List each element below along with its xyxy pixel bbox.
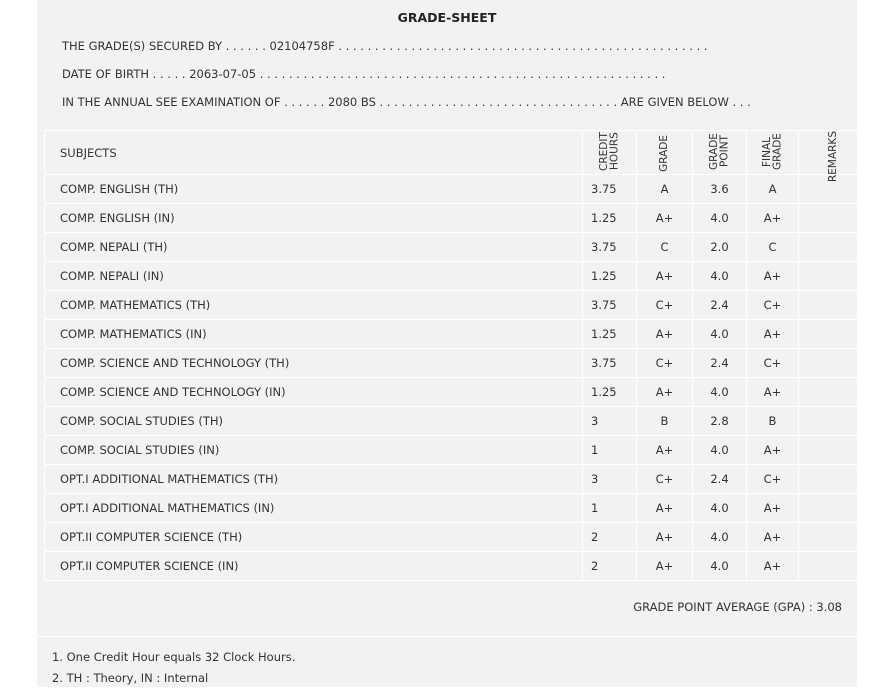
- remarks-cell: [799, 407, 868, 436]
- table-row: [45, 291, 868, 320]
- note-item: 2. TH : Theory, IN : Internal: [52, 671, 209, 685]
- table-row: [45, 175, 868, 204]
- remarks-cell: [799, 378, 868, 407]
- remarks-cell: [799, 233, 868, 262]
- remarks-cell: [799, 204, 868, 233]
- credit-hours-cell: 2: [583, 523, 637, 552]
- credit-hours-cell: 3: [583, 465, 637, 494]
- header-grade: GRADE: [637, 131, 693, 175]
- subject-cell: COMP. NEPALI (TH): [45, 233, 583, 262]
- subject-cell: COMP. NEPALI (IN): [45, 262, 583, 291]
- grade-point-cell: 4.0: [693, 523, 747, 552]
- table-row: [45, 378, 868, 407]
- secured-by-line: THE GRADE(S) SECURED BY . . . . . . 02104758F . . . . . . . . . . . . . . . . . . . . . . . . . . . . . . . . . . . . . . . . . . . . . . . . . . .: [62, 39, 708, 53]
- subject-cell: COMP. SOCIAL STUDIES (TH): [45, 407, 583, 436]
- credit-hours-cell: 3.75: [583, 349, 637, 378]
- subject-cell: OPT.II COMPUTER SCIENCE (IN): [45, 552, 583, 581]
- final-grade-cell: A+: [747, 204, 799, 233]
- subject-cell: COMP. SCIENCE AND TECHNOLOGY (TH): [45, 349, 583, 378]
- final-grade-cell: C: [747, 233, 799, 262]
- final-grade-cell: A+: [747, 262, 799, 291]
- grade-cell: A: [637, 175, 693, 204]
- credit-hours-cell: 1: [583, 494, 637, 523]
- table-row: [45, 320, 868, 349]
- grade-cell: A+: [637, 378, 693, 407]
- credit-hours-cell: 1.25: [583, 204, 637, 233]
- final-grade-cell: A+: [747, 494, 799, 523]
- grade-cell: C: [637, 233, 693, 262]
- subject-cell: OPT.II COMPUTER SCIENCE (TH): [45, 523, 583, 552]
- page-title: GRADE-SHEET: [397, 10, 497, 25]
- final-grade-cell: C+: [747, 291, 799, 320]
- divider: [37, 636, 857, 637]
- grade-point-cell: 4.0: [693, 436, 747, 465]
- final-grade-cell: A+: [747, 523, 799, 552]
- final-grade-cell: A+: [747, 436, 799, 465]
- gpa-summary: GRADE POINT AVERAGE (GPA) : 3.08: [633, 600, 842, 614]
- remarks-cell: [799, 320, 868, 349]
- final-grade-cell: A: [747, 175, 799, 204]
- table-row: [45, 436, 868, 465]
- grade-sheet: [37, 0, 857, 687]
- table-row: [45, 465, 868, 494]
- header-credit-hours: CREDIT HOURS: [583, 131, 637, 175]
- grade-point-cell: 4.0: [693, 552, 747, 581]
- grade-point-cell: 4.0: [693, 204, 747, 233]
- subject-cell: COMP. MATHEMATICS (TH): [45, 291, 583, 320]
- examination-line: IN THE ANNUAL SEE EXAMINATION OF . . . . . . 2080 BS . . . . . . . . . . . . . . . . . . . . . . . . . . . . . . . . . ARE GIVEN BELOW . . .: [62, 95, 751, 109]
- credit-hours-cell: 1.25: [583, 262, 637, 291]
- remarks-cell: [799, 552, 868, 581]
- credit-hours-cell: 3.75: [583, 175, 637, 204]
- grade-point-cell: 2.4: [693, 291, 747, 320]
- credit-hours-cell: 1: [583, 436, 637, 465]
- subject-cell: COMP. MATHEMATICS (IN): [45, 320, 583, 349]
- subject-cell: OPT.I ADDITIONAL MATHEMATICS (TH): [45, 465, 583, 494]
- remarks-cell: [799, 262, 868, 291]
- table-row: [45, 233, 868, 262]
- table-header-row: [45, 131, 868, 175]
- credit-hours-cell: 3: [583, 407, 637, 436]
- credit-hours-cell: 2: [583, 552, 637, 581]
- subject-cell: COMP. ENGLISH (TH): [45, 175, 583, 204]
- credit-hours-cell: 1.25: [583, 320, 637, 349]
- grades-table: [44, 130, 868, 581]
- grade-point-cell: 3.6: [693, 175, 747, 204]
- header-grade-point: GRADE POINT: [693, 131, 747, 175]
- credit-hours-cell: 3.75: [583, 233, 637, 262]
- final-grade-cell: C+: [747, 465, 799, 494]
- date-of-birth-line: DATE OF BIRTH . . . . . 2063-07-05 . . . . . . . . . . . . . . . . . . . . . . . . . . . . . . . . . . . . . . . . . . . . . . . . . . . . . . . .: [62, 67, 666, 81]
- final-grade-cell: B: [747, 407, 799, 436]
- credit-hours-cell: 1.25: [583, 378, 637, 407]
- subject-cell: OPT.I ADDITIONAL MATHEMATICS (IN): [45, 494, 583, 523]
- grade-point-cell: 2.4: [693, 465, 747, 494]
- grade-point-cell: 4.0: [693, 320, 747, 349]
- final-grade-cell: A+: [747, 378, 799, 407]
- table-row: [45, 204, 868, 233]
- final-grade-cell: C+: [747, 349, 799, 378]
- grade-cell: A+: [637, 494, 693, 523]
- grade-cell: C+: [637, 349, 693, 378]
- grade-cell: A+: [637, 552, 693, 581]
- remarks-cell: [799, 436, 868, 465]
- grade-cell: A+: [637, 262, 693, 291]
- grade-cell: B: [637, 407, 693, 436]
- remarks-cell: [799, 465, 868, 494]
- final-grade-cell: A+: [747, 320, 799, 349]
- subject-cell: COMP. SOCIAL STUDIES (IN): [45, 436, 583, 465]
- remarks-cell: [799, 494, 868, 523]
- grade-cell: A+: [637, 320, 693, 349]
- table-row: [45, 523, 868, 552]
- table-row: [45, 262, 868, 291]
- table-row: [45, 494, 868, 523]
- grade-point-cell: 2.4: [693, 349, 747, 378]
- subject-cell: COMP. SCIENCE AND TECHNOLOGY (IN): [45, 378, 583, 407]
- remarks-cell: [799, 523, 868, 552]
- grade-cell: C+: [637, 465, 693, 494]
- grade-cell: A+: [637, 436, 693, 465]
- grade-point-cell: 4.0: [693, 494, 747, 523]
- header-subjects: SUBJECTS: [45, 131, 583, 175]
- subject-cell: COMP. ENGLISH (IN): [45, 204, 583, 233]
- remarks-cell: [799, 349, 868, 378]
- final-grade-cell: A+: [747, 552, 799, 581]
- grade-point-cell: 4.0: [693, 262, 747, 291]
- grade-cell: A+: [637, 523, 693, 552]
- credit-hours-cell: 3.75: [583, 291, 637, 320]
- grade-point-cell: 2.8: [693, 407, 747, 436]
- header-remarks: REMARKS: [799, 131, 868, 175]
- remarks-cell: [799, 291, 868, 320]
- table-row: [45, 407, 868, 436]
- grade-cell: A+: [637, 204, 693, 233]
- grade-point-cell: 2.0: [693, 233, 747, 262]
- grade-point-cell: 4.0: [693, 378, 747, 407]
- grade-cell: C+: [637, 291, 693, 320]
- table-row: [45, 349, 868, 378]
- note-item: 1. One Credit Hour equals 32 Clock Hours.: [52, 650, 296, 664]
- header-final-grade: FINAL GRADE: [747, 131, 799, 175]
- notes: [52, 647, 295, 689]
- table-row: [45, 552, 868, 581]
